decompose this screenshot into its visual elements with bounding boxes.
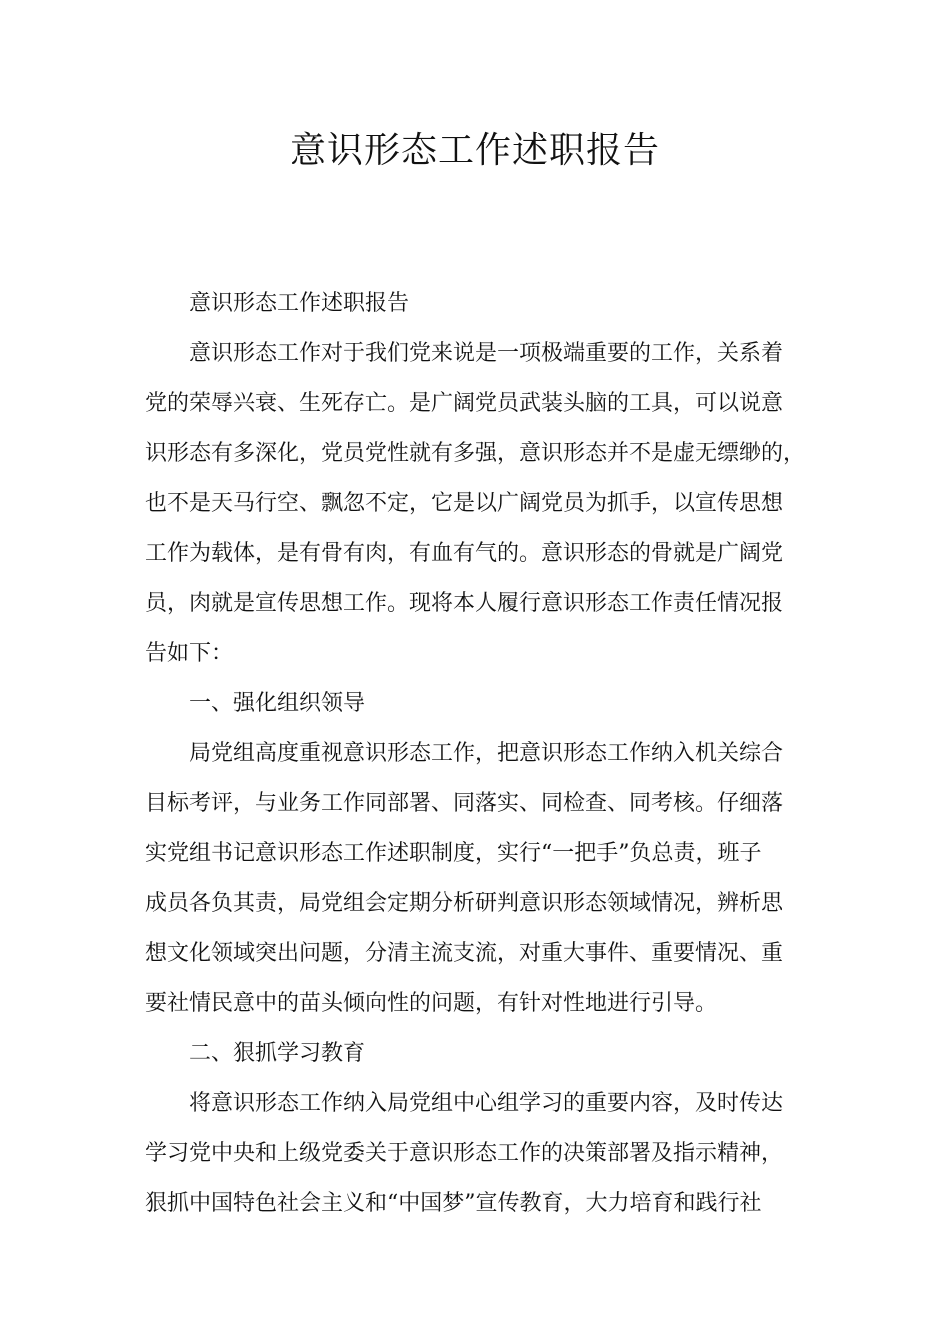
body-line: 员，肉就是宣传思想工作。现将本人履行意识形态工作责任情况报 xyxy=(145,591,784,616)
body-line: 识形态有多深化，党员党性就有多强，意识形态并不是虚无缥缈的， xyxy=(145,441,806,466)
body-line: 目标考评，与业务工作同部署、同落实、同检查、同考核。仔细落 xyxy=(145,791,784,816)
body-line: 局党组高度重视意识形态工作，把意识形态工作纳入机关综合 xyxy=(189,741,784,766)
body-line: 狠抓中国特色社会主义和“中国梦”宣传教育，大力培育和践行社 xyxy=(145,1191,762,1216)
body-line: 将意识形态工作纳入局党组中心组学习的重要内容，及时传达 xyxy=(189,1091,784,1116)
body-line: 也不是天马行空、飘忽不定，它是以广阔党员为抓手，以宣传思想 xyxy=(145,491,784,516)
section-heading: 一、强化组织领导 xyxy=(189,691,366,716)
body-line: 要社情民意中的苗头倾向性的问题，有针对性地进行引导。 xyxy=(145,991,718,1016)
body-line: 告如下： xyxy=(145,641,234,666)
body-line: 工作为载体，是有骨有肉，有血有气的。意识形态的骨就是广阔党 xyxy=(145,541,784,566)
document-body xyxy=(145,279,817,1229)
body-line: 意识形态工作述职报告 xyxy=(189,291,410,316)
body-line: 想文化领域突出问题，分清主流支流，对重大事件、重要情况、重 xyxy=(145,941,784,966)
body-line: 意识形态工作对于我们党来说是一项极端重要的工作，关系着 xyxy=(189,341,784,366)
section-heading: 二、狠抓学习教育 xyxy=(189,1041,366,1066)
body-line: 成员各负其责，局党组会定期分析研判意识形态领域情况，辨析思 xyxy=(145,891,784,916)
document-title: 意识形态工作述职报告 xyxy=(289,130,660,171)
body-line: 实党组书记意识形态工作述职制度，实行“一把手”负总责，班子 xyxy=(145,841,762,866)
body-line: 党的荣辱兴衰、生死存亡。是广阔党员武装头脑的工具，可以说意 xyxy=(145,391,784,416)
body-line: 学习党中央和上级党委关于意识形态工作的决策部署及指示精神， xyxy=(145,1141,784,1166)
